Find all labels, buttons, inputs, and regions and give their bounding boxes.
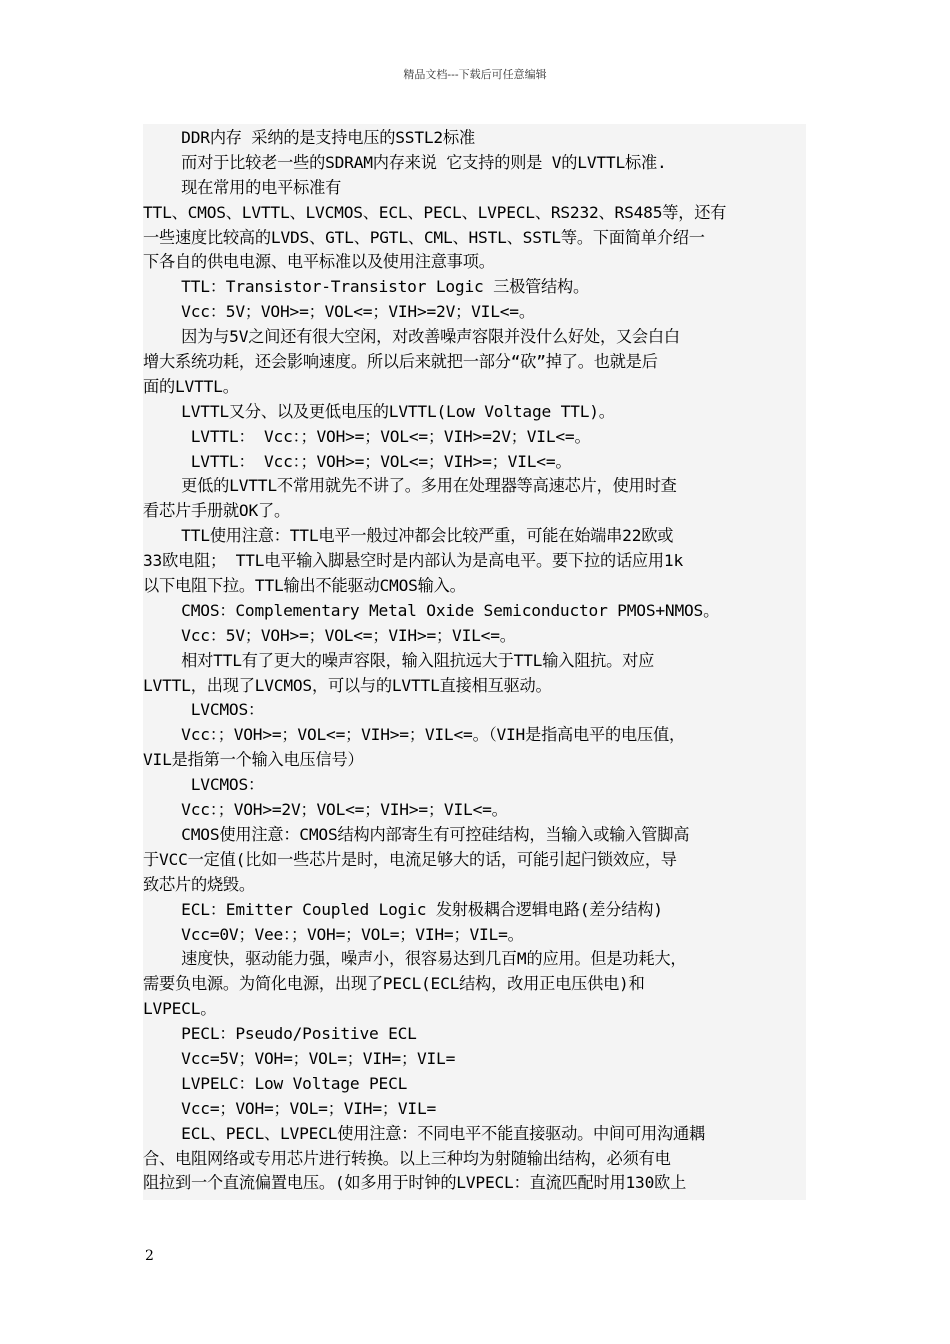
text-line: PECL：Pseudo/Positive ECL [143, 1024, 417, 1044]
text-line: 一些速度比较高的LVDS、GTL、PGTL、CML、HSTL、SSTL等。下面简单介绍一 [143, 227, 705, 247]
text-line: 合、电阻网络或专用芯片进行转换。以上三种均为射随输出结构，必须有电 [143, 1148, 671, 1168]
text-line: 33欧电阻； TTL电平输入脚悬空时是内部认为是高电平。要下拉的话应用1k [143, 551, 684, 571]
text-line: 需要负电源。为简化电源，出现了PECL(ECL结构，改用正电压供电)和 [143, 974, 645, 994]
text-line: CMOS：Complementary Metal Oxide Semiconductor PMOS+NMOS。 [143, 600, 720, 620]
text-line: LVTTL又分、以及更低电压的LVTTL(Low Voltage TTL)。 [143, 401, 615, 421]
text-line: Vcc=；VOH=；VOL=；VIH=；VIL= [143, 1098, 437, 1118]
page-header: 精品文档---下载后可任意编辑 [403, 68, 547, 81]
text-line: 以下电阻下拉。TTL输出不能驱动CMOS输入。 [143, 576, 466, 596]
page-number: 2 [145, 1248, 154, 1264]
text-line: LVTTL： Vcc：；VOH>=；VOL<=；VIH>=；VIL<=。 [143, 451, 572, 471]
text-line: TTL、CMOS、LVTTL、LVCMOS、ECL、PECL、LVPECL、RS232、RS485等，还有 [143, 202, 727, 222]
text-line: ECL：Emitter Coupled Logic 发射极耦合逻辑电路(差分结构) [143, 899, 663, 919]
text-line: 因为与5V之间还有很大空闲，对改善噪声容限并没什么好处，又会白白 [143, 327, 680, 347]
text-line: Vcc=5V；VOH=；VOL=；VIH=；VIL= [143, 1048, 456, 1068]
text-line: DDR内存 采纳的是支持电压的SSTL2标准 [143, 128, 475, 147]
text-line: 下各自的供电电源、电平标准以及使用注意事项。 [143, 252, 495, 272]
text-line: 阻拉到一个直流偏置电压。(如多用于时钟的LVPECL：直流匹配时用130欧上 [143, 1173, 687, 1193]
text-line: 而对于比较老一些的SDRAM内存来说 它支持的则是 V的LVTTL标准. [143, 152, 667, 172]
text-line: LVCMOS： [143, 700, 264, 720]
text-line: LVPECL。 [143, 999, 217, 1019]
text-line: Vcc：；VOH>=；VOL<=；VIH>=；VIL<=。（VIH是指高电平的电压值， [143, 725, 685, 745]
text-line: 更低的LVTTL不常用就先不讲了。多用在处理器等高速芯片，使用时查 [143, 476, 677, 496]
text-line: Vcc=0V；Vee：；VOH=；VOL=；VIH=；VIL=。 [143, 924, 524, 944]
text-line: CMOS使用注意：CMOS结构内部寄生有可控硅结构，当输入或输入管脚高 [143, 824, 690, 844]
text-line: 面的LVTTL。 [143, 376, 239, 396]
text-line: ECL、PECL、LVPECL使用注意：不同电平不能直接驱动。中间可用沟通耦 [143, 1123, 705, 1143]
text-line: 增大系统功耗，还会影响速度。所以后来就把一部分“砍”掉了。也就是后 [143, 352, 658, 372]
text-line: LVTTL，出现了LVCMOS，可以与的LVTTL直接相互驱动。 [143, 675, 552, 695]
text-line: 于VCC一定值(比如一些芯片是时，电流足够大的话，可能引起闩锁效应，导 [143, 849, 677, 869]
text-line: LVCMOS： [143, 775, 264, 795]
text-line: 速度快，驱动能力强，噪声小，很容易达到几百M的应用。但是功耗大， [143, 949, 687, 969]
text-line: LVTTL： Vcc：；VOH>=；VOL<=；VIH>=2V；VIL<=。 [143, 426, 591, 446]
text-line: LVPELC：Low Voltage PECL [143, 1073, 408, 1093]
text-line: VIL是指第一个输入电压信号） [143, 750, 364, 770]
text-line: 相对TTL有了更大的噪声容限，输入阻抗远大于TTL输入阻抗。对应 [143, 650, 655, 670]
text-line: Vcc：5V；VOH>=；VOL<=；VIH>=2V；VIL<=。 [143, 302, 535, 322]
text-line: Vcc：；VOH>=2V；VOL<=；VIH>=；VIL<=。 [143, 800, 508, 820]
text-line: Vcc：5V；VOH>=；VOL<=；VIH>=；VIL<=。 [143, 625, 516, 645]
text-line: 看芯片手册就OK了。 [143, 501, 290, 521]
text-line: TTL：Transistor-Transistor Logic 三极管结构。 [143, 277, 590, 297]
document-body [143, 124, 806, 1200]
text-line: 致芯片的烧毁。 [143, 874, 255, 894]
text-line: TTL使用注意：TTL电平一般过冲都会比较严重，可能在始端串22欧或 [143, 526, 674, 546]
text-line: 现在常用的电平标准有 [143, 177, 342, 197]
